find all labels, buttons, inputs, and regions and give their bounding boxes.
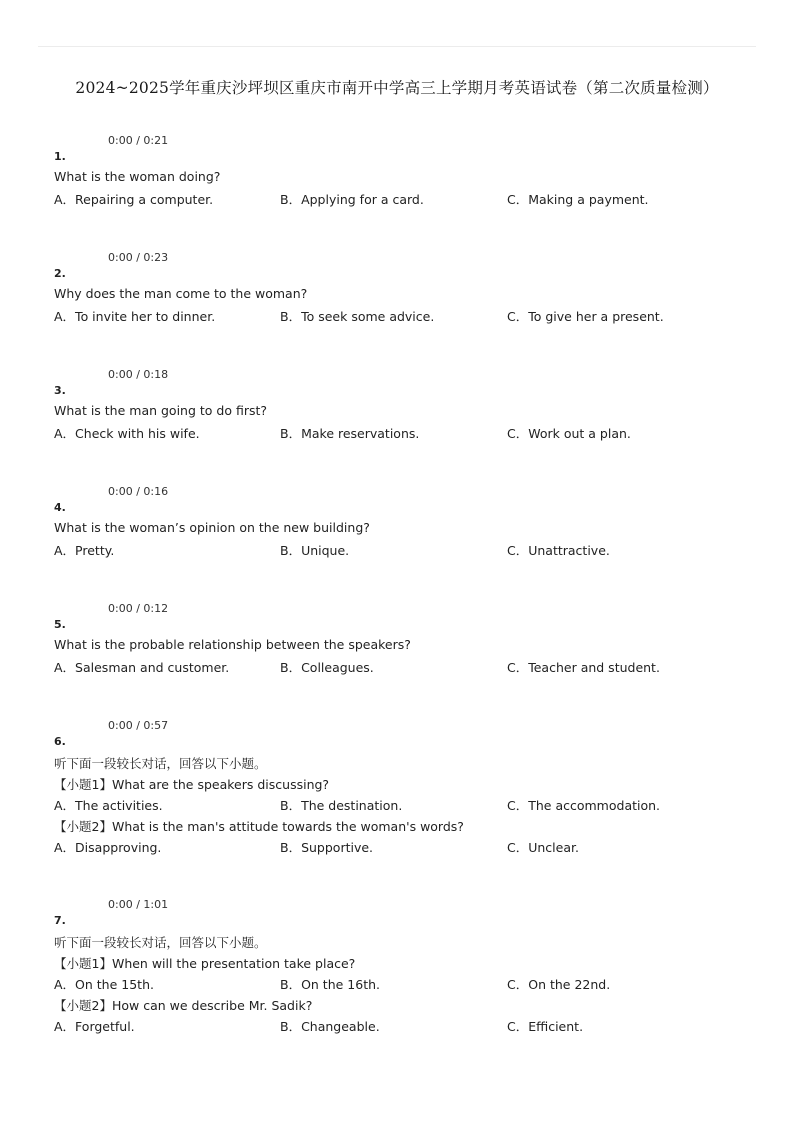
option-b: B．The destination. xyxy=(280,798,403,813)
question-stem: What is the probable relationship between the speakers? xyxy=(54,637,411,652)
sub-question-stem: 【小题2】What is the man's attitude towards the woman's words? xyxy=(54,819,464,834)
option-b: B．Make reservations. xyxy=(280,426,420,441)
option-c: C．Work out a plan. xyxy=(507,426,631,441)
option-a: A．Check with his wife. xyxy=(54,426,200,441)
question-number: 6. xyxy=(54,735,66,748)
option-a: A．Pretty. xyxy=(54,543,115,558)
audio-timer[interactable]: 0:00 / 0:12 xyxy=(108,602,169,615)
option-c: C．The accommodation. xyxy=(507,798,661,813)
option-c: C．To give her a present. xyxy=(507,309,664,324)
option-row xyxy=(54,975,754,993)
question-stem: What is the woman’s opinion on the new building? xyxy=(54,520,370,535)
option-a: A．Forgetful. xyxy=(54,1019,135,1034)
option-a: A．On the 15th. xyxy=(54,977,154,992)
question-number: 7. xyxy=(54,914,66,927)
question-number: 4. xyxy=(54,501,66,514)
option-b: B．Supportive. xyxy=(280,840,374,855)
question-number: 2. xyxy=(54,267,66,280)
option-row xyxy=(54,796,754,814)
option-row xyxy=(54,541,754,559)
question-intro: 听下面一段较长对话，回答以下小题。 xyxy=(54,756,267,771)
sub-question-stem: 【小题1】What are the speakers discussing? xyxy=(54,777,330,792)
audio-timer[interactable]: 0:00 / 0:16 xyxy=(108,485,169,498)
question-stem: What is the man going to do first? xyxy=(54,403,268,418)
question-stem: Why does the man come to the woman? xyxy=(54,286,308,301)
audio-timer[interactable]: 0:00 / 0:21 xyxy=(108,134,169,147)
option-a: A．The activities. xyxy=(54,798,163,813)
question-stem: What is the woman doing? xyxy=(54,169,221,184)
option-b: B．To seek some advice. xyxy=(280,309,435,324)
option-row xyxy=(54,190,754,208)
sub-question-stem: 【小题1】When will the presentation take place? xyxy=(54,956,356,971)
option-b: B．Colleagues. xyxy=(280,660,374,675)
audio-timer[interactable]: 0:00 / 0:57 xyxy=(108,719,169,732)
option-b: B．Applying for a card. xyxy=(280,192,424,207)
top-divider xyxy=(38,46,756,47)
audio-timer[interactable]: 0:00 / 1:01 xyxy=(108,898,169,911)
option-c: C．Unattractive. xyxy=(507,543,610,558)
option-row xyxy=(54,424,754,442)
question-number: 5. xyxy=(54,618,66,631)
option-c: C．Unclear. xyxy=(507,840,579,855)
option-b: B．On the 16th. xyxy=(280,977,381,992)
option-c: C．On the 22nd. xyxy=(507,977,611,992)
option-b: B．Unique. xyxy=(280,543,350,558)
option-c: C．Teacher and student. xyxy=(507,660,660,675)
question-number: 1. xyxy=(54,150,66,163)
option-row xyxy=(54,658,754,676)
option-row xyxy=(54,1017,754,1035)
option-row xyxy=(54,307,754,325)
audio-timer[interactable]: 0:00 / 0:23 xyxy=(108,251,169,264)
audio-timer[interactable]: 0:00 / 0:18 xyxy=(108,368,169,381)
option-c: C．Efficient. xyxy=(507,1019,584,1034)
option-b: B．Changeable. xyxy=(280,1019,380,1034)
sub-question-stem: 【小题2】How can we describe Mr. Sadik? xyxy=(54,998,313,1013)
option-row xyxy=(54,838,754,856)
option-a: A．Salesman and customer. xyxy=(54,660,230,675)
option-c: C．Making a payment. xyxy=(507,192,649,207)
question-number: 3. xyxy=(54,384,66,397)
option-a: A．Disapproving. xyxy=(54,840,162,855)
option-a: A．Repairing a computer. xyxy=(54,192,214,207)
question-intro: 听下面一段较长对话，回答以下小题。 xyxy=(54,935,267,950)
option-a: A．To invite her to dinner. xyxy=(54,309,216,324)
page-title: 2024~2025学年重庆沙坪坝区重庆市南开中学高三上学期月考英语试卷（第二次质量检测） xyxy=(75,79,719,97)
